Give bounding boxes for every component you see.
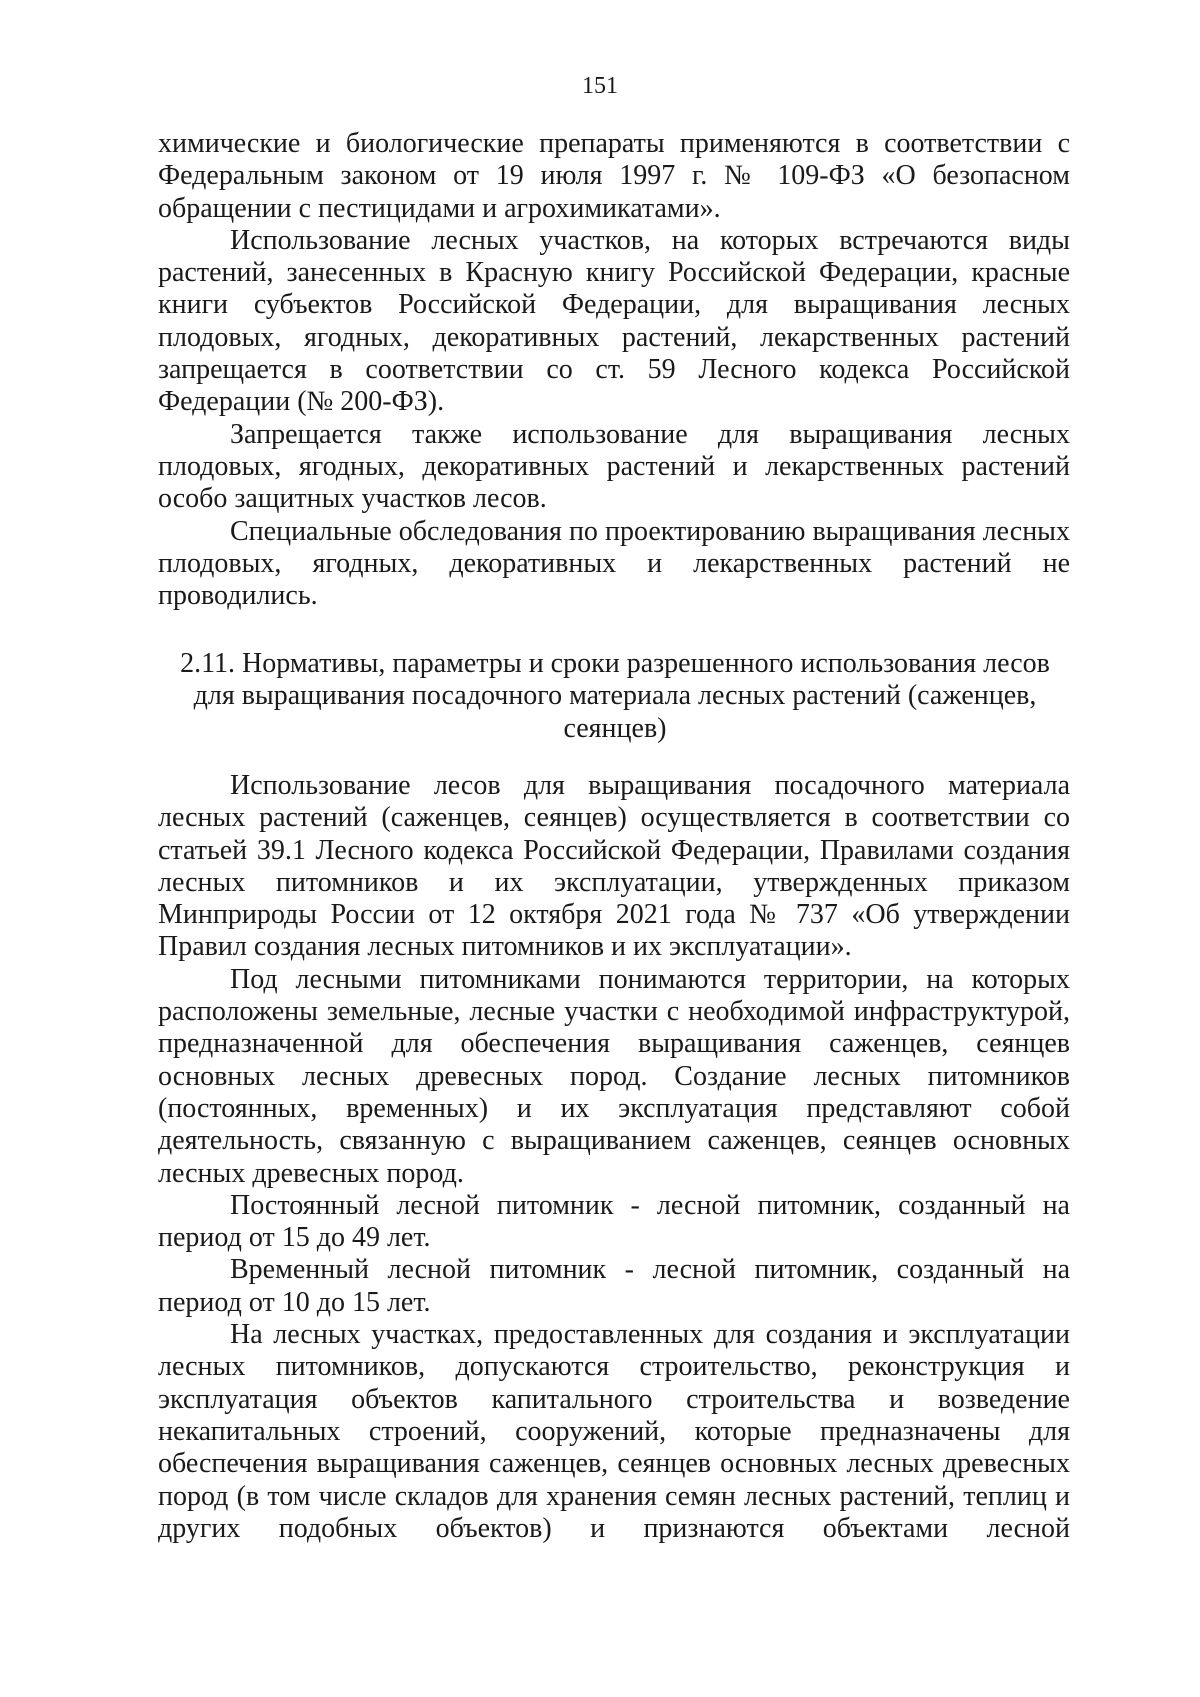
body-text-top bbox=[158, 128, 1070, 612]
section-heading: 2.11. Нормативы, параметры и сроки разрешенного использования лесов для выращивания посадочного материала лесных растений (саженцев, сеянцев) bbox=[180, 648, 1050, 744]
paragraph: Использование лесов для выращивания посадочного материала лесных растений (саженцев, сеянцев) осуществляется в соответствии со статьей 39.1 Лесного кодекса Российской Федерации, Правилами создания лесных питомников и их эксплуатации, утвержденных приказом Минприроды России от 12 октября 2021 года № 737 «Об утверждении Правил создания лесных питомников и их эксплуатации». bbox=[158, 770, 1070, 963]
paragraph: Временный лесной питомник - лесной питомник, созданный на период от 10 до 15 лет. bbox=[158, 1254, 1070, 1318]
page-number: 151 bbox=[582, 73, 618, 99]
paragraph: Использование лесных участков, на которых встречаются виды растений, занесенных в Красную книгу Российской Федерации, красные книги субъектов Российской Федерации, для выращивания лесных плодовых, ягодных, декоративных растений, лекарственных растений запрещается в соответствии со ст. 59 Лесного кодекса Российской Федерации (№ 200-ФЗ). bbox=[158, 224, 1070, 418]
paragraph: На лесных участках, предоставленных для создания и эксплуатации лесных питомников, допускаются строительство, реконструкция и эксплуатация объектов капитального строительства и возведение некапитальных строений, сооружений, которые предназначены для обеспечения выращивания саженцев, сеянцев основных лесных древесных пород (в том числе складов для хранения семян лесных растений, теплиц и других подобных объектов) и признаются объектами лесной bbox=[158, 1319, 1070, 1544]
paragraph: Постоянный лесной питомник - лесной питомник, созданный на период от 15 до 49 лет. bbox=[158, 1189, 1070, 1254]
paragraph: химические и биологические препараты применяются в соответствии с Федеральным законом от 19 июля 1997 г. № 109-ФЗ «О безопасном обращении с пестицидами и агрохимикатами». bbox=[158, 128, 1070, 224]
paragraph: Запрещается также использование для выращивания лесных плодовых, ягодных, декоративных растений и лекарственных растений особо защитных участков лесов. bbox=[158, 418, 1070, 515]
body-text-bottom bbox=[158, 770, 1070, 1545]
paragraph: Специальные обследования по проектированию выращивания лесных плодовых, ягодных, декоративных и лекарственных растений не проводились. bbox=[158, 515, 1070, 612]
paragraph: Под лесными питомниками понимаются территории, на которых расположены земельные, лесные участки с необходимой инфраструктурой, предназначенной для обеспечения выращивания саженцев, сеянцев основных лесных древесных пород. Создание лесных питомников (постоянных, временных) и их эксплуатация представляют собой деятельность, связанную с выращиванием саженцев, сеянцев основных лесных древесных пород. bbox=[158, 963, 1070, 1189]
